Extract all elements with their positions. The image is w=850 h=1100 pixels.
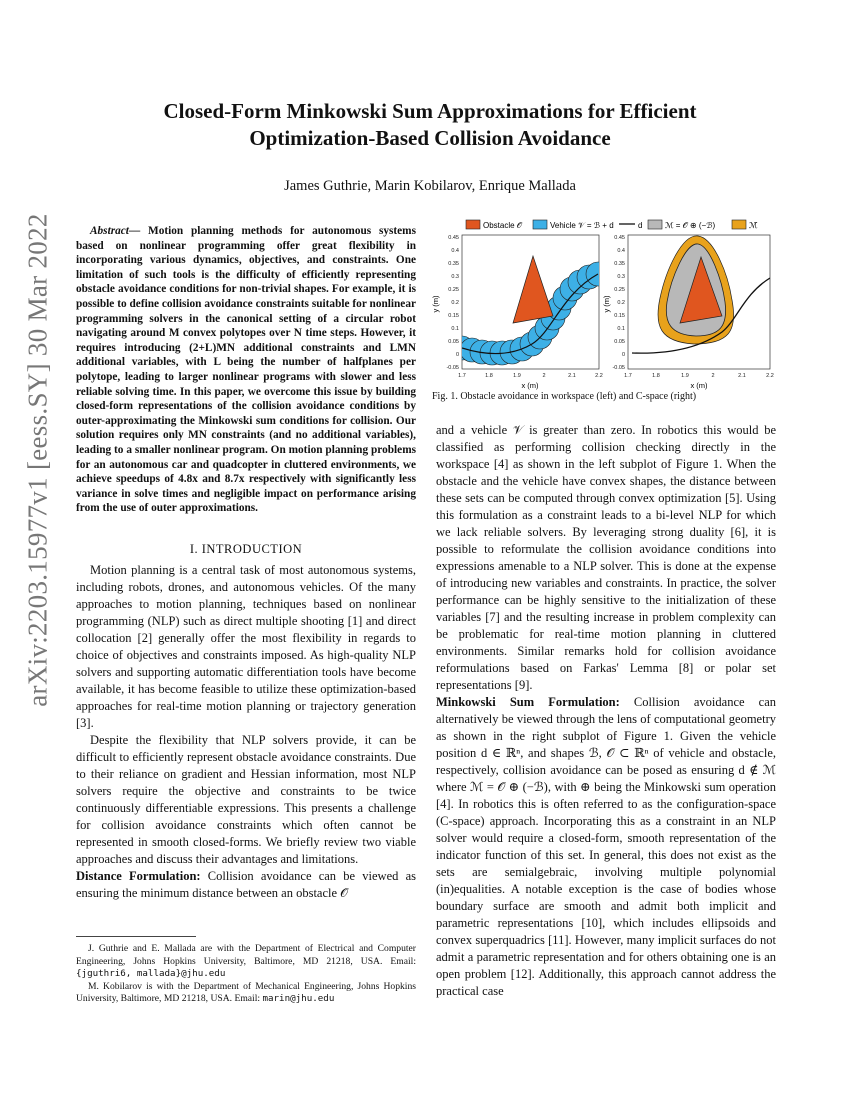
right-ytick-10: -0.05 [612, 365, 625, 371]
right-ytick-2: 0.35 [614, 261, 625, 267]
left-xtick-4: 2.1 [568, 373, 576, 379]
footnote-2 [76, 981, 416, 1006]
left-ytick-7: 0.1 [451, 326, 459, 332]
abstract-label: Abstract [90, 225, 129, 237]
left-ytick-10: -0.05 [446, 365, 459, 371]
figure-legend [466, 220, 758, 230]
arxiv-identifier [8, 213, 68, 707]
intro-paragraph-2: Despite the flexibility that NLP solvers provide, it can be difficult to efficiently represent obstacle avoidance constraints. Due to their reliance on gradient and Hessian information, most NLP solvers require the objective and constraints to be twice continuously differentiable expressions. This presents a challenge for collision avoidance constraints which often cannot be represented in smooth closed-forms. We briefly review two viable approaches and discuss their advantages and limitations. [76, 733, 416, 866]
right-ytick-0: 0.45 [614, 235, 625, 241]
minkowski-paragraph [436, 694, 776, 1000]
legend-approx-label: ℳ̃ [749, 221, 758, 230]
legend-vehicle-label: Vehicle 𝒱 = ℬ + d [550, 221, 614, 230]
left-xtick-1: 1.8 [485, 373, 493, 379]
left-ytick-9: 0 [455, 352, 459, 358]
figure-1 [432, 214, 777, 394]
figure-caption: Fig. 1. Obstacle avoidance in workspace (left) and C-space (right) [432, 391, 697, 402]
intro-paragraph-1: Motion planning is a central task of most autonomous systems, including robots, drones, and autonomous vehicles. Of the many approaches to motion planning, techniques based on nonlinear programming (NLP) such as direct multiple shooting [1] and direct collocation [2] generally offer the most flexibility in regards to choice of objectives and constraints imposed. As high-quality NLP solvers and supporting automatic differentiation tools have become available, it has become feasible to utilize these optimization-based approaches for real-time motion planning or trajectory generation [3]. [76, 563, 416, 730]
left-ytick-1: 0.4 [451, 248, 459, 254]
left-xlabel: x (m) [521, 381, 539, 390]
minkowski-label: Minkowski Sum Formulation: [436, 695, 620, 709]
right-column-body [436, 422, 776, 1000]
minkowski-text: Collision avoidance can alternatively be viewed through the lens of computational geometry as shown in the right subplot of Figure 1. Given the vehicle position d ∈ ℝⁿ, and shapes ℬ, 𝒪 ⊂ ℝⁿ of vehicle and obstacle, respectively, collision avoidance can be posed as ensuring d ∉ ℳ where ℳ = 𝒪 ⊕ (−ℬ), with ⊕ being the Minkowski sum operation [4]. In robotics this is often referred to as the configuration-space (C-space) approach. Incorporating this as a constraint in an NLP solver would require a closed-form, smooth representation of the indicator function of this set. In general, this does not exist as the sets are semialgebraic, involving multiple polynomial (in)equalities. A notable exception is the case of bodies whose boundary surface are smooth and admit both implicit and parametric representations [10], which includes ellipsoids and convex superquadrics [11]. However, many implicit surfaces do not admit a parametric representation and for others obtaining one is an open problem [12]. Additionally, this approach cannot address the practical case [436, 695, 776, 998]
right-subplot [628, 235, 770, 369]
distance-text: Collision avoidance can be viewed as ensuring the minimum distance between an obstacle 𝒪 [76, 869, 416, 900]
right-ytick-7: 0.1 [617, 326, 625, 332]
footnote-2-text: M. Kobilarov is with the Department of Mechanical Engineering, Johns Hopkins University, Baltimore, MD 21218, USA. Email: [76, 980, 416, 1004]
legend-msum-label: ℳ = 𝒪 ⊕ (−ℬ) [665, 221, 716, 230]
footnote-1-email: {jguthri6, mallada}@jhu.edu [76, 968, 226, 979]
legend-msum-swatch [648, 220, 662, 229]
right-ytick-5: 0.2 [617, 300, 625, 306]
right-ytick-6: 0.15 [614, 313, 625, 319]
left-subplot [450, 235, 610, 369]
right-xtick-0: 1.7 [624, 373, 632, 379]
distance-label: Distance Formulation: [76, 869, 201, 883]
right-ytick-1: 0.4 [617, 248, 625, 254]
introduction-body [76, 562, 416, 902]
legend-obstacle-swatch [466, 220, 480, 229]
abstract-text: — Motion planning methods for autonomous systems based on nonlinear programming offer great flexibility in incorporating various dynamics, objectives, and constraints. One limitation of such tools is the difficulty of efficiently representing obstacle avoidance conditions for non-trivial shapes. For example, it is possible to define collision avoidance constraints suitable for nonlinear programming solvers in the canonical setting of a circular robot navigating around M convex polytopes over N time steps. However, it requires introducing (2+L)MN additional constraints and LMN additional variables, with L being the number of halfplanes per polytope, leading to larger nonlinear programs with slower and less reliable solving time. In this paper, we overcome this issue by building closed-form representations of the collision avoidance conditions by outer-approximating the Minkowski sum conditions for collision. Our solution requires only MN constraints (and no additional variables), leading to a smaller nonlinear program. On motion planning problems for an autonomous car and quadcopter in cluttered environments, we achieve speedups of 4.8x and 8.7x respectively with significantly less variance in solve times and negligible impact on performance arising from the use of outer approximations. [76, 225, 416, 515]
right-ytick-3: 0.3 [617, 274, 625, 280]
title-line-1: Closed-Form Minkowski Sum Approximations for Efficient [163, 99, 697, 123]
legend-d-label: d [638, 221, 643, 230]
left-xtick-3: 2 [542, 373, 546, 379]
footnote-2-email: marin@jhu.edu [262, 993, 335, 1004]
right-ylabel: y (m) [602, 295, 611, 313]
footnote-rule [76, 936, 196, 937]
right-ytick-9: 0 [621, 352, 625, 358]
distance-paragraph [76, 868, 416, 902]
left-xtick-5: 2.2 [595, 373, 603, 379]
section-heading: I. INTRODUCTION [189, 542, 303, 556]
left-ytick-4: 0.25 [448, 287, 459, 293]
right-xtick-4: 2.1 [738, 373, 746, 379]
legend-approx-swatch [732, 220, 746, 229]
authors: James Guthrie, Marin Kobilarov, Enrique Mallada [284, 178, 576, 194]
footnote-1-text: J. Guthrie and E. Mallada are with the Department of Electrical and Computer Engineering, Johns Hopkins University, Baltimore, MD 21218, USA. Email: [76, 943, 416, 967]
right-xtick-1: 1.8 [652, 373, 660, 379]
left-xtick-0: 1.7 [458, 373, 466, 379]
right-xlabel: x (m) [690, 381, 708, 390]
left-ytick-5: 0.2 [451, 300, 459, 306]
legend-vehicle-swatch [533, 220, 547, 229]
left-ytick-0: 0.45 [448, 235, 459, 241]
left-ytick-8: 0.05 [448, 339, 459, 345]
title-line-2: Optimization-Based Collision Avoidance [249, 126, 611, 150]
left-ytick-6: 0.15 [448, 313, 459, 319]
arxiv-id-text: arXiv:2203.15977v1 [eess.SY] 30 Mar 2022 [22, 213, 53, 707]
right-paragraph-1: and a vehicle 𝒱 is greater than zero. In robotics this would be classified as performing collision checking directly in the workspace [4] as shown in the left subplot of Figure 1. When the obstacle and the vehicle have convex shapes, the distance between these sets can be computed through convex optimization [5]. Using this formulation as a constraint leads to a bi-level NLP for which we lack reliable solvers. By leveraging strong duality [6], it is possible to reformulate the collision avoidance conditions into expressions amenable to a NLP solver. This is done at the expense of introducing new variables and constraints. In practice, the solver performance can be highly sensitive to the initialization of these variables [7] and the resulting increase in problem complexity can be problematic for real-time motion planning in cluttered environments. Similar remarks hold for collision avoidance reformulations based on Farkas' Lemma [8] or polar set representations [9]. [436, 423, 776, 692]
legend-obstacle-label: Obstacle 𝒪 [483, 221, 522, 230]
right-ytick-8: 0.05 [614, 339, 625, 345]
right-xtick-2: 1.9 [681, 373, 689, 379]
right-xtick-3: 2 [711, 373, 715, 379]
left-ytick-3: 0.3 [451, 274, 459, 280]
paper-title [90, 98, 770, 152]
right-xtick-5: 2.2 [766, 373, 774, 379]
left-ylabel: y (m) [431, 295, 440, 313]
right-ytick-4: 0.25 [614, 287, 625, 293]
footnote-1 [76, 943, 416, 981]
footnotes [76, 936, 416, 1006]
abstract [76, 224, 416, 516]
left-ytick-2: 0.35 [448, 261, 459, 267]
left-xtick-2: 1.9 [513, 373, 521, 379]
